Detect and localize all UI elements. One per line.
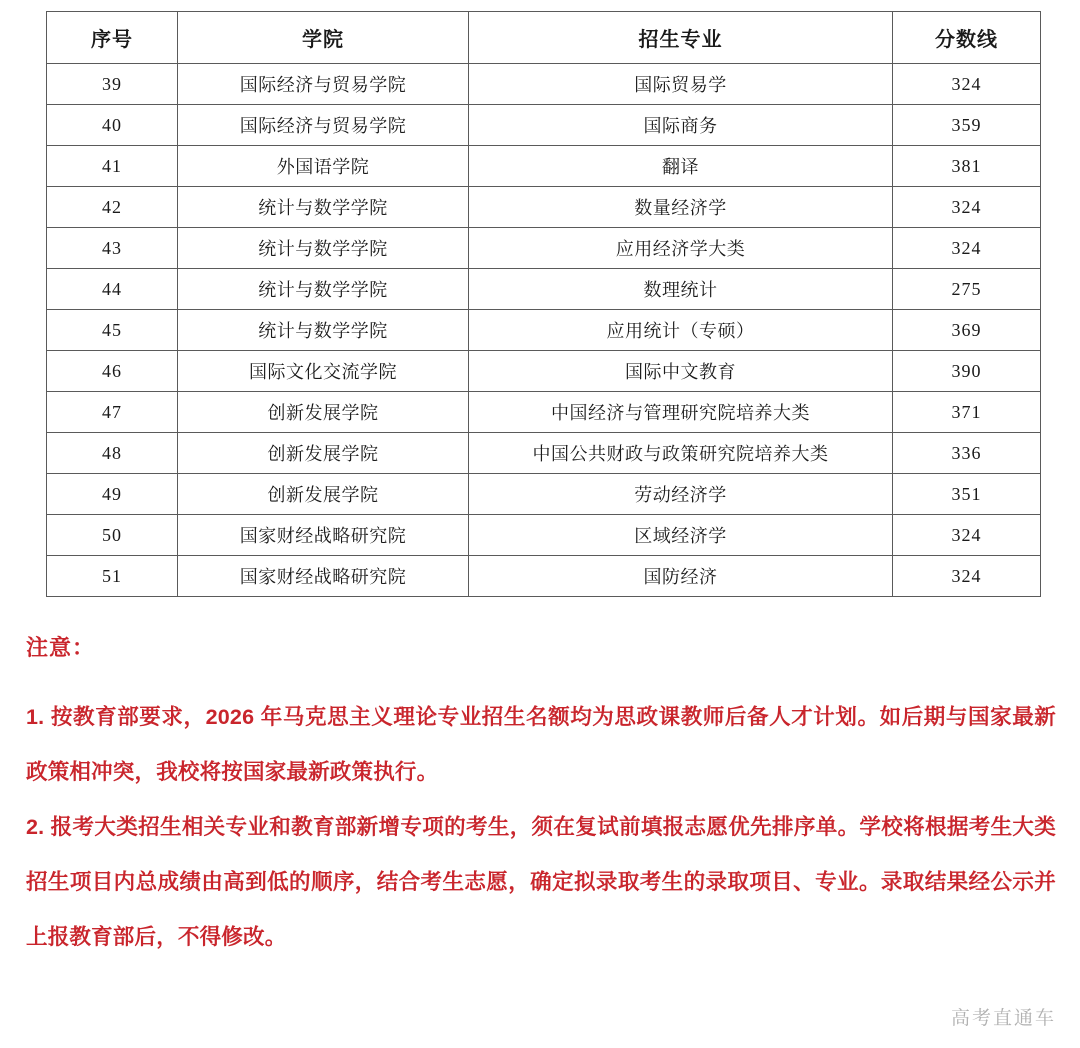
cell-major: 国际商务 <box>469 105 893 146</box>
table-row <box>47 433 1041 474</box>
cell-score: 369 <box>893 310 1041 351</box>
cell-college: 统计与数学学院 <box>178 269 469 310</box>
cell-score: 390 <box>893 351 1041 392</box>
cell-score: 324 <box>893 556 1041 597</box>
notes-section <box>26 636 1056 965</box>
cell-seq: 49 <box>47 474 178 515</box>
cell-score: 351 <box>893 474 1041 515</box>
cell-seq: 43 <box>47 228 178 269</box>
score-table-container <box>46 11 1040 597</box>
cell-college: 创新发展学院 <box>178 392 469 433</box>
cell-score: 324 <box>893 228 1041 269</box>
table-row <box>47 105 1041 146</box>
cell-college: 国家财经战略研究院 <box>178 515 469 556</box>
table-row <box>47 392 1041 433</box>
cell-major: 国际中文教育 <box>469 351 893 392</box>
cell-major: 国际贸易学 <box>469 64 893 105</box>
cell-major: 翻译 <box>469 146 893 187</box>
table-row <box>47 269 1041 310</box>
table-header-row <box>47 12 1041 64</box>
notes-title: 注意： <box>26 635 96 660</box>
cell-college: 国际经济与贸易学院 <box>178 105 469 146</box>
cell-major: 应用经济学大类 <box>469 228 893 269</box>
cell-seq: 40 <box>47 105 178 146</box>
cell-college: 国际经济与贸易学院 <box>178 64 469 105</box>
cell-college: 统计与数学学院 <box>178 310 469 351</box>
cell-college: 创新发展学院 <box>178 433 469 474</box>
table-row <box>47 146 1041 187</box>
table-row <box>47 228 1041 269</box>
cell-college: 国家财经战略研究院 <box>178 556 469 597</box>
cell-seq: 39 <box>47 64 178 105</box>
column-header-college: 学院 <box>178 12 469 64</box>
cell-seq: 48 <box>47 433 178 474</box>
cell-college: 国际文化交流学院 <box>178 351 469 392</box>
cell-seq: 51 <box>47 556 178 597</box>
watermark-label: 高考直通车 <box>950 1008 1056 1029</box>
note-item-2: 2. 报考大类招生相关专业和教育部新增专项的考生，须在复试前填报志愿优先排序单。学校将根据考生大类招生项目内总成绩由高到低的顺序，结合考生志愿，确定拟录取考生的录取项目、专业。录取结果经公示并上报教育部后，不得修改。 <box>26 815 1056 950</box>
table-row <box>47 474 1041 515</box>
table-row <box>47 310 1041 351</box>
cell-college: 外国语学院 <box>178 146 469 187</box>
cell-score: 324 <box>893 515 1041 556</box>
cell-seq: 41 <box>47 146 178 187</box>
cell-score: 275 <box>893 269 1041 310</box>
cell-college: 统计与数学学院 <box>178 187 469 228</box>
note-item-1: 1. 按教育部要求，2026 年马克思主义理论专业招生名额均为思政课教师后备人才计划。如后期与国家最新政策相冲突，我校将按国家最新政策执行。 <box>26 705 1056 785</box>
table-row <box>47 556 1041 597</box>
cell-major: 中国经济与管理研究院培养大类 <box>469 392 893 433</box>
cell-score: 324 <box>893 187 1041 228</box>
cell-major: 区域经济学 <box>469 515 893 556</box>
column-header-seq: 序号 <box>47 12 178 64</box>
table-header <box>47 12 1041 64</box>
table-row <box>47 515 1041 556</box>
table-row <box>47 64 1041 105</box>
column-header-major: 招生专业 <box>469 12 893 64</box>
cell-score: 381 <box>893 146 1041 187</box>
cell-seq: 46 <box>47 351 178 392</box>
cell-major: 数量经济学 <box>469 187 893 228</box>
cell-major: 国防经济 <box>469 556 893 597</box>
cell-seq: 42 <box>47 187 178 228</box>
cell-major: 应用统计（专硕） <box>469 310 893 351</box>
cell-score: 359 <box>893 105 1041 146</box>
cell-college: 统计与数学学院 <box>178 228 469 269</box>
admission-score-table <box>46 11 1041 597</box>
cell-seq: 50 <box>47 515 178 556</box>
cell-score: 371 <box>893 392 1041 433</box>
table-row <box>47 187 1041 228</box>
cell-major: 劳动经济学 <box>469 474 893 515</box>
column-header-score: 分数线 <box>893 12 1041 64</box>
cell-major: 中国公共财政与政策研究院培养大类 <box>469 433 893 474</box>
table-row <box>47 351 1041 392</box>
cell-seq: 44 <box>47 269 178 310</box>
table-body <box>47 64 1041 597</box>
cell-seq: 47 <box>47 392 178 433</box>
cell-college: 创新发展学院 <box>178 474 469 515</box>
cell-score: 324 <box>893 64 1041 105</box>
cell-major: 数理统计 <box>469 269 893 310</box>
cell-score: 336 <box>893 433 1041 474</box>
cell-seq: 45 <box>47 310 178 351</box>
